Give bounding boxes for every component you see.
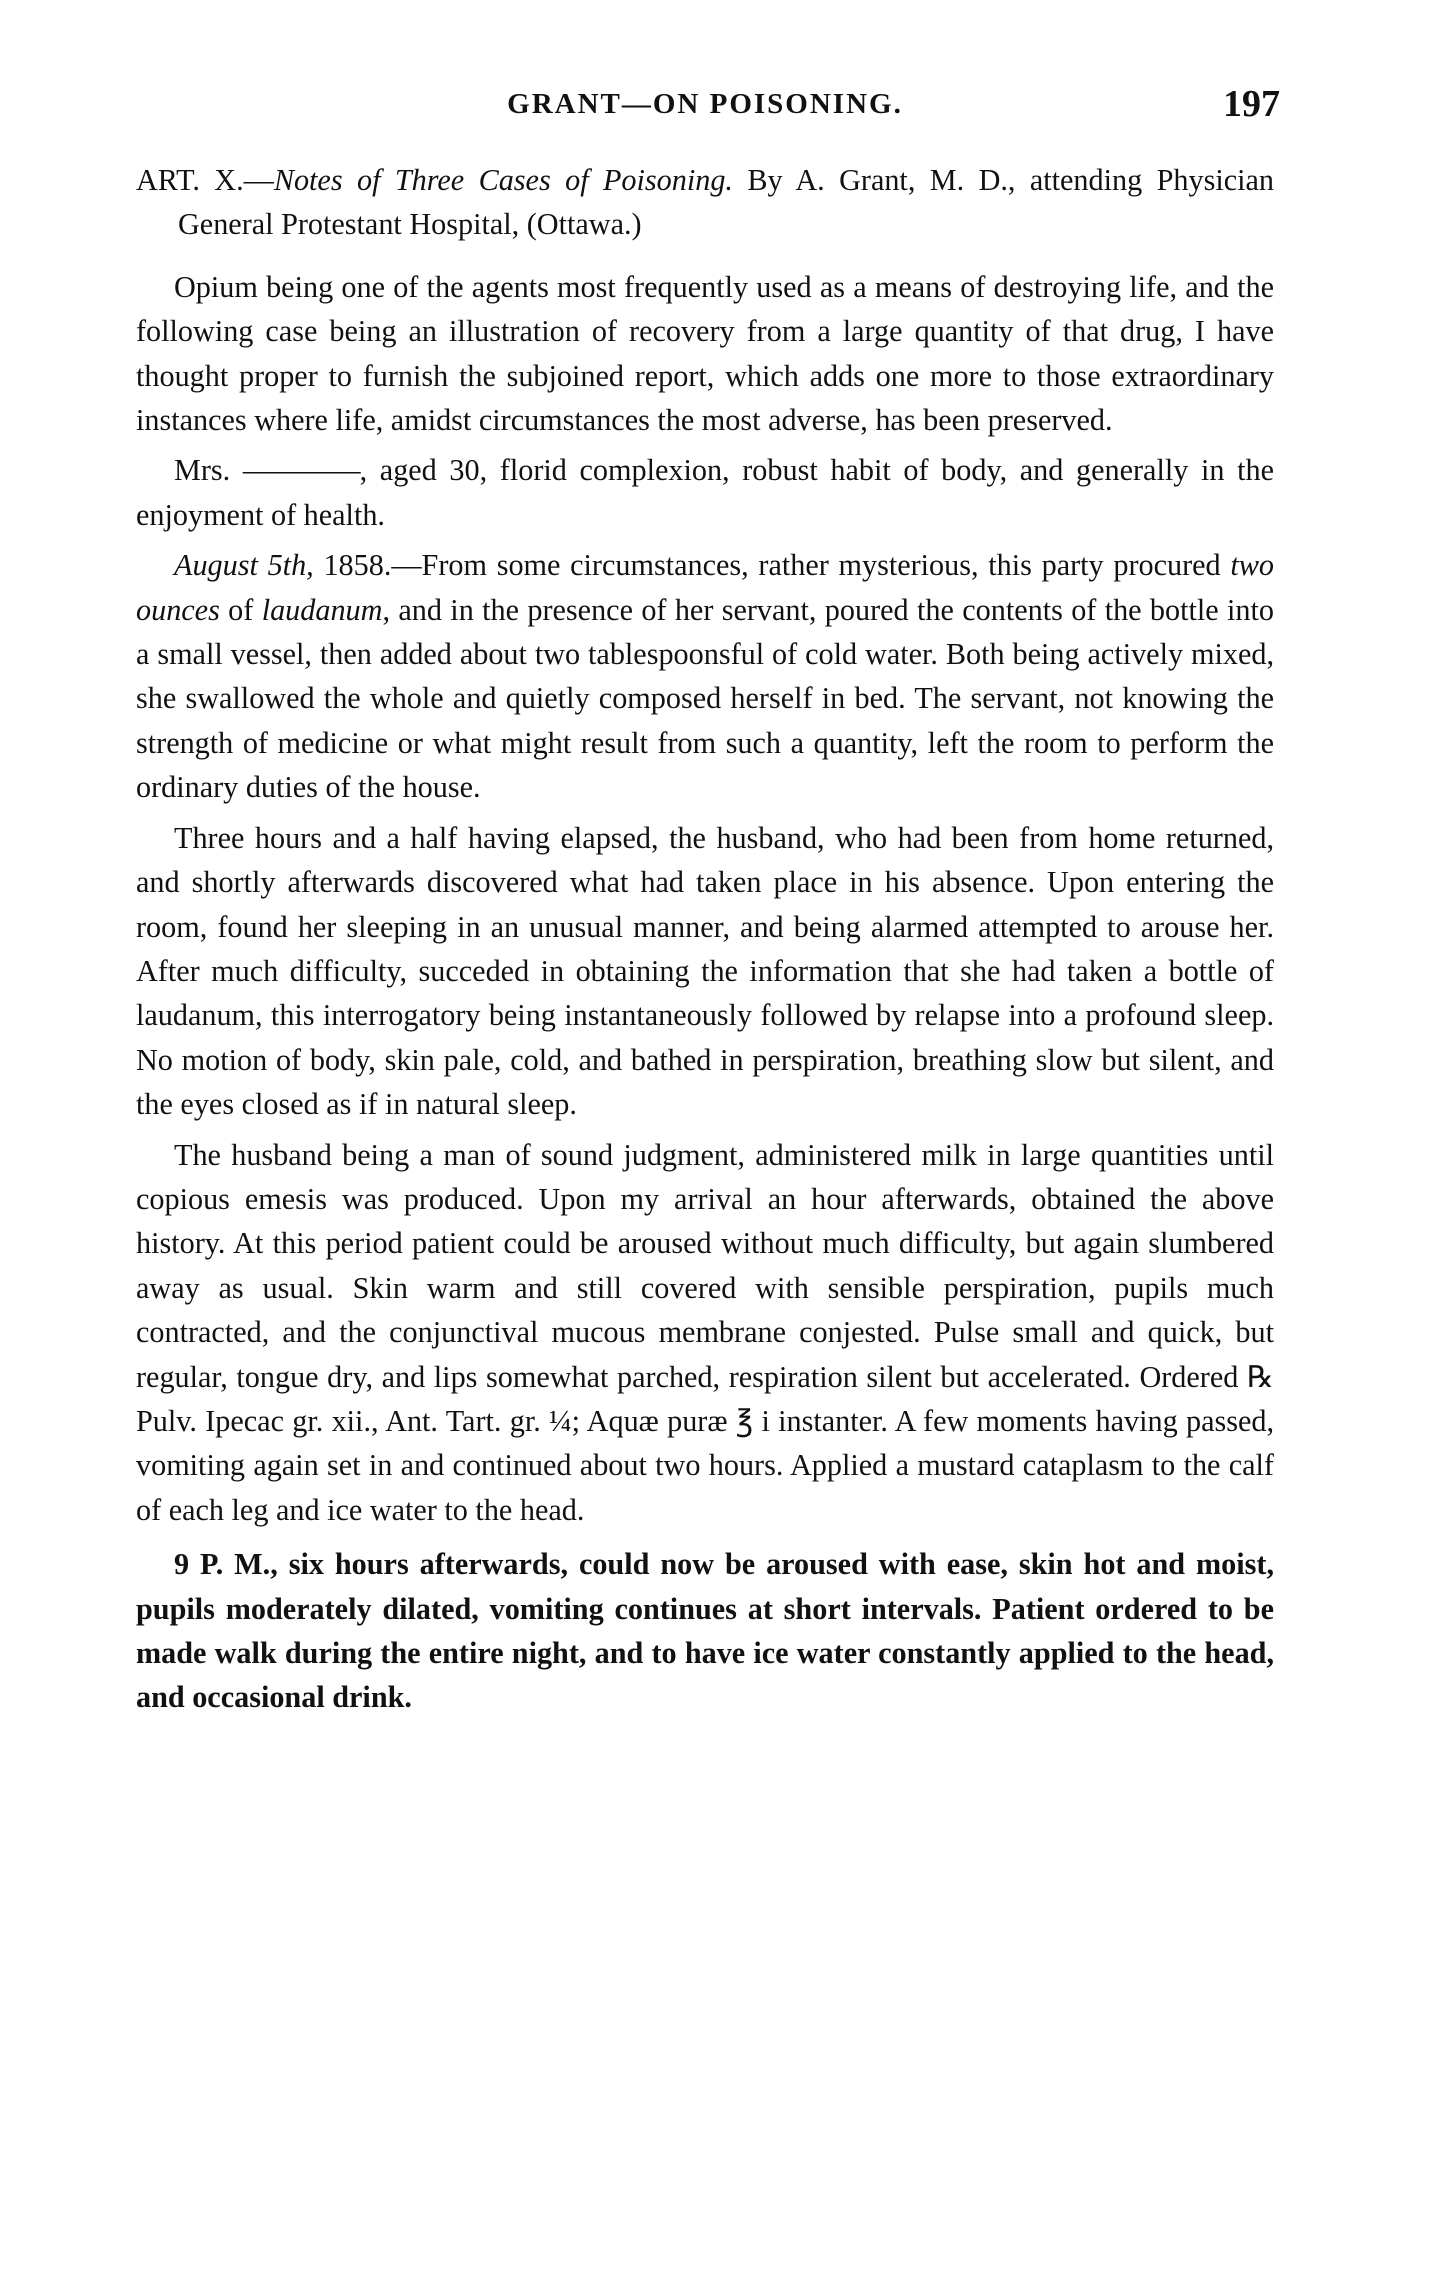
page-number: 197	[1223, 83, 1280, 125]
paragraph-evening: 9 P. M., six hours afterwards, could now be aroused with ease, skin hot and moist, pupils moderately dilated, vomiting continues at short intervals. Patient ordered to be made walk during the entire night, and to have ice water constantly applied to the head, and occasional drink.	[136, 1547, 1274, 1715]
article-body	[136, 158, 1274, 1720]
drug-name: laudanum	[261, 592, 383, 627]
patient-name-dash: ————	[242, 453, 360, 488]
of-text: of	[219, 592, 262, 627]
paragraph-discovery: Three hours and a half having elapsed, the husband, who had been from home returned, and shortly afterwards discovered what had taken place in his absence. Upon entering the room, found her sleeping in an unusual manner, and being alarmed attempted to arouse her. After much difficulty, succeded in obtaining the information that she had taken a bottle of laudanum, this interrogatory being instantaneously followed by relapse into a profound sleep. No motion of body, skin pale, cold, and bathed in perspiration, breathing slow but silent, and the eyes closed as if in natural sleep.	[136, 820, 1274, 1122]
august-rest: , and in the presence of her servant, poured the contents of the bottle into a small vessel, then added about two tablespoonsful of cold water. Both being actively mixed, she swallowed the whole and quietly composed herself in bed. The servant, not knowing the strength of medicine or what might result from such a quantity, left the room to perform the ordinary duties of the house.	[136, 592, 1274, 805]
paragraph-patient	[136, 448, 1274, 537]
article-label: ART. X.—	[136, 163, 274, 197]
running-header	[130, 82, 1280, 132]
patient-title: Mrs.	[174, 453, 243, 488]
patient-description: , aged 30, florid complexion, robust habit of body, and generally in the enjoyment of health.	[136, 453, 1274, 532]
dose-amount: two ounces	[136, 548, 1274, 627]
paragraph-treatment: The husband being a man of sound judgment, administered milk in large quantities until copious emesis was produced. Upon my arrival an hour afterwards, obtained the above history. At this period patient could be aroused without much difficulty, but again slumbered away as usual. Skin warm and still covered with sensible perspiration, pupils much contracted, and the conjunctival mucous membrane conjested. Pulse small and quick, but regular, tongue dry, and lips somewhat parched, respiration silent but accelerated. Ordered ℞ Pulv. Ipecac gr. xii., Ant. Tart. gr. ¼; Aquæ puræ ℥ i instanter. A few moments having passed, vomiting again set in and continued about two hours. Applied a mustard cataplasm to the calf of each leg and ice water to the head.	[136, 1137, 1274, 1527]
article-heading	[136, 158, 1274, 247]
paragraph-introduction: Opium being one of the agents most frequently used as a means of destroying life, and the following case being an illustration of recovery from a large quantity of that drug, I have thought proper to furnish the subjoined report, which adds one more to those extraordinary instances where life, amidst circumstances the most adverse, has been preserved.	[136, 269, 1274, 438]
article-title: Notes of Three Cases of Poisoning.	[273, 163, 733, 197]
date-label: August 5th,	[174, 548, 314, 583]
year-text: 1858.—From some circumstances, rather mysterious, this party procured	[313, 548, 1231, 583]
running-title: GRANT—ON POISONING.	[507, 88, 903, 120]
paragraph-august	[136, 543, 1274, 809]
article-byline: By A. Grant, M. D., attending Physician General Protestant Hospital, (Ottawa.)	[178, 163, 1274, 242]
